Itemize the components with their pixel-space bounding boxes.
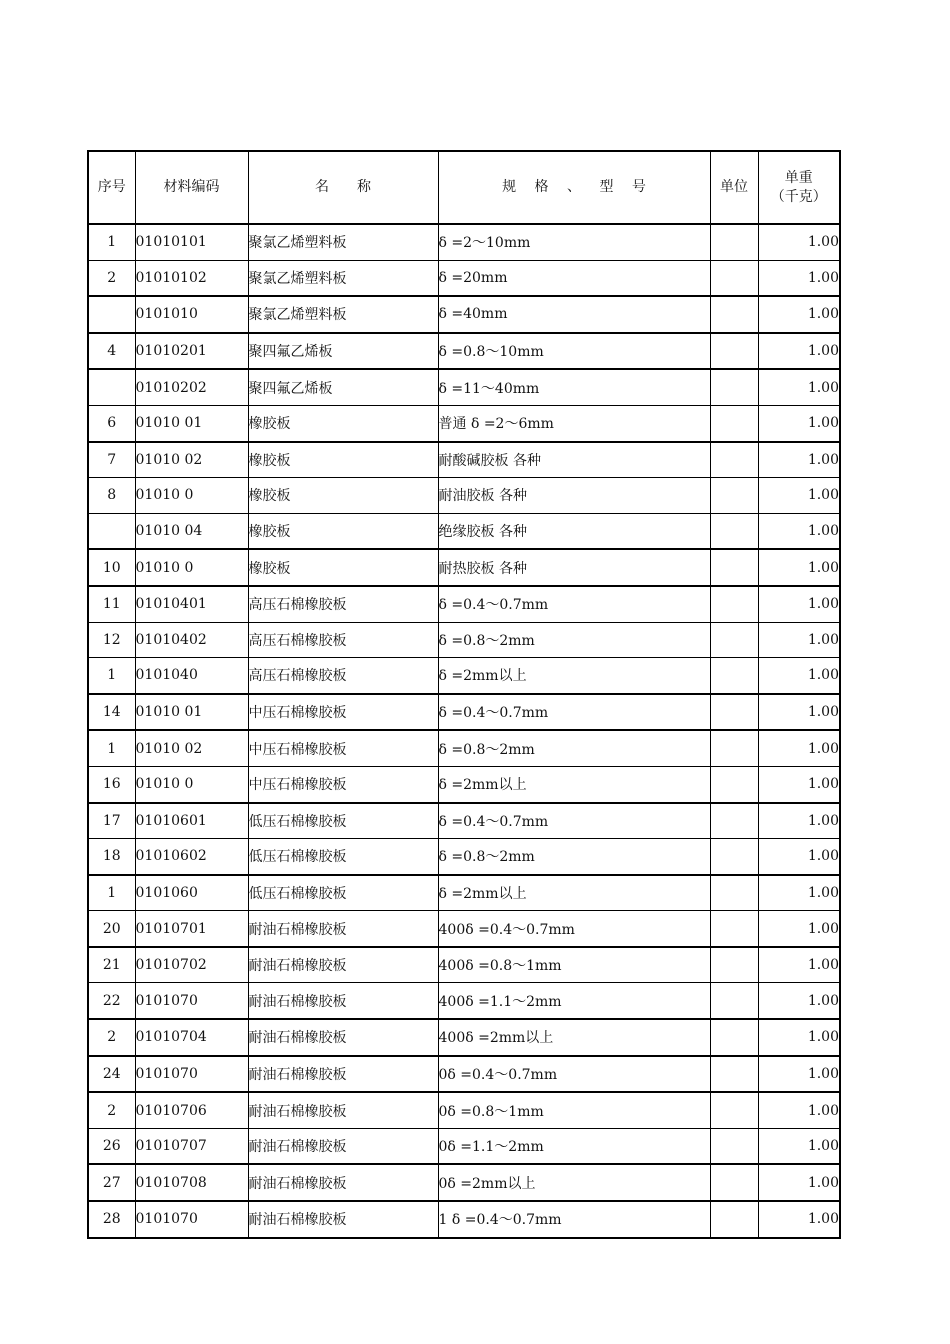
cell-seq: 14 (88, 694, 135, 731)
cell-weight: 1.00 (758, 260, 840, 296)
cell-seq: 16 (88, 766, 135, 802)
cell-spec: 400δ =1.1～2mm (438, 983, 710, 1019)
cell-code: 01010704 (135, 1019, 248, 1056)
cell-weight: 1.00 (758, 730, 840, 766)
cell-weight: 1.00 (758, 586, 840, 622)
cell-unit (710, 622, 758, 658)
table-row (88, 405, 840, 441)
cell-seq: 4 (88, 333, 135, 370)
cell-unit (710, 586, 758, 622)
table-row (88, 1019, 840, 1056)
cell-seq: 22 (88, 983, 135, 1019)
table-row (88, 947, 840, 983)
cell-spec: 400δ =0.4～0.7mm (438, 911, 710, 947)
cell-name: 耐油石棉橡胶板 (248, 1164, 438, 1201)
cell-spec: 绝缘胶板 各种 (438, 513, 710, 549)
cell-unit (710, 875, 758, 911)
cell-code: 01010 0 (135, 549, 248, 586)
cell-spec: δ =0.4～0.7mm (438, 694, 710, 731)
cell-unit (710, 1019, 758, 1056)
cell-code: 01010601 (135, 803, 248, 839)
table-row (88, 586, 840, 622)
table-row (88, 1164, 840, 1201)
cell-unit (710, 333, 758, 370)
cell-spec: δ =0.4～0.7mm (438, 586, 710, 622)
cell-unit (710, 369, 758, 405)
table-row (88, 730, 840, 766)
cell-weight: 1.00 (758, 442, 840, 478)
header-row (88, 151, 840, 224)
cell-unit (710, 730, 758, 766)
table-row (88, 513, 840, 549)
cell-unit (710, 658, 758, 694)
table-row (88, 549, 840, 586)
cell-weight: 1.00 (758, 766, 840, 802)
cell-name: 橡胶板 (248, 549, 438, 586)
cell-name: 中压石棉橡胶板 (248, 766, 438, 802)
cell-seq (88, 513, 135, 549)
cell-spec: δ =0.8～2mm (438, 839, 710, 875)
table-row (88, 875, 840, 911)
cell-seq: 10 (88, 549, 135, 586)
header-weight-line1: 单重 (784, 169, 813, 186)
cell-seq: 12 (88, 622, 135, 658)
table-row (88, 478, 840, 514)
table-row (88, 260, 840, 296)
cell-code: 0101070 (135, 1201, 248, 1238)
cell-name: 高压石棉橡胶板 (248, 658, 438, 694)
table-row (88, 1201, 840, 1238)
cell-name: 高压石棉橡胶板 (248, 622, 438, 658)
cell-seq: 2 (88, 1092, 135, 1128)
cell-spec: δ =2～10mm (438, 224, 710, 260)
cell-code: 01010 0 (135, 478, 248, 514)
table-row (88, 333, 840, 370)
cell-weight: 1.00 (758, 911, 840, 947)
cell-name: 耐油石棉橡胶板 (248, 1128, 438, 1164)
cell-weight: 1.00 (758, 549, 840, 586)
cell-code: 01010 02 (135, 442, 248, 478)
cell-spec: δ =40mm (438, 296, 710, 333)
cell-seq: 1 (88, 658, 135, 694)
table-row (88, 1092, 840, 1128)
cell-spec: 400δ =0.8～1mm (438, 947, 710, 983)
cell-code: 01010201 (135, 333, 248, 370)
table-row (88, 839, 840, 875)
cell-weight: 1.00 (758, 694, 840, 731)
cell-seq: 1 (88, 730, 135, 766)
cell-seq: 11 (88, 586, 135, 622)
cell-code: 01010 01 (135, 405, 248, 441)
cell-spec: δ =2mm以上 (438, 766, 710, 802)
cell-code: 01010 04 (135, 513, 248, 549)
cell-seq: 27 (88, 1164, 135, 1201)
table-row (88, 911, 840, 947)
cell-name: 聚四氟乙烯板 (248, 369, 438, 405)
cell-seq: 1 (88, 224, 135, 260)
cell-weight: 1.00 (758, 839, 840, 875)
cell-weight: 1.00 (758, 296, 840, 333)
cell-unit (710, 983, 758, 1019)
cell-weight: 1.00 (758, 1201, 840, 1238)
header-seq: 序号 (88, 151, 135, 224)
cell-seq: 28 (88, 1201, 135, 1238)
table-row (88, 296, 840, 333)
table-row (88, 1128, 840, 1164)
cell-unit (710, 1201, 758, 1238)
cell-unit (710, 1164, 758, 1201)
cell-seq: 26 (88, 1128, 135, 1164)
cell-name: 橡胶板 (248, 478, 438, 514)
cell-spec: δ =0.8～10mm (438, 333, 710, 370)
materials-table (87, 150, 841, 1239)
table-row (88, 803, 840, 839)
cell-name: 中压石棉橡胶板 (248, 694, 438, 731)
cell-spec: δ =0.8～2mm (438, 622, 710, 658)
cell-name: 耐油石棉橡胶板 (248, 1019, 438, 1056)
table-row (88, 694, 840, 731)
table-row (88, 983, 840, 1019)
cell-spec: δ =20mm (438, 260, 710, 296)
cell-name: 橡胶板 (248, 442, 438, 478)
cell-unit (710, 1092, 758, 1128)
cell-spec: 400δ =2mm以上 (438, 1019, 710, 1056)
cell-seq: 17 (88, 803, 135, 839)
cell-name: 耐油石棉橡胶板 (248, 1201, 438, 1238)
cell-unit (710, 803, 758, 839)
cell-seq: 2 (88, 260, 135, 296)
cell-code: 01010701 (135, 911, 248, 947)
cell-code: 0101040 (135, 658, 248, 694)
cell-name: 橡胶板 (248, 405, 438, 441)
header-unit: 单位 (710, 151, 758, 224)
cell-seq: 7 (88, 442, 135, 478)
cell-unit (710, 766, 758, 802)
cell-code: 0101070 (135, 1056, 248, 1093)
cell-spec: 0δ =1.1～2mm (438, 1128, 710, 1164)
cell-weight: 1.00 (758, 1164, 840, 1201)
cell-code: 01010602 (135, 839, 248, 875)
cell-weight: 1.00 (758, 658, 840, 694)
table-row (88, 1056, 840, 1093)
cell-weight: 1.00 (758, 1128, 840, 1164)
cell-code: 01010708 (135, 1164, 248, 1201)
cell-weight: 1.00 (758, 1019, 840, 1056)
cell-code: 01010 01 (135, 694, 248, 731)
cell-seq: 20 (88, 911, 135, 947)
table-row (88, 766, 840, 802)
cell-weight: 1.00 (758, 622, 840, 658)
table-body (88, 224, 840, 1238)
cell-code: 01010402 (135, 622, 248, 658)
cell-unit (710, 478, 758, 514)
cell-weight: 1.00 (758, 983, 840, 1019)
cell-name: 低压石棉橡胶板 (248, 839, 438, 875)
cell-name: 耐油石棉橡胶板 (248, 1092, 438, 1128)
cell-unit (710, 549, 758, 586)
cell-code: 0101070 (135, 983, 248, 1019)
cell-spec: 0δ =0.4～0.7mm (438, 1056, 710, 1093)
cell-code: 01010702 (135, 947, 248, 983)
cell-name: 低压石棉橡胶板 (248, 803, 438, 839)
cell-name: 聚四氟乙烯板 (248, 333, 438, 370)
header-weight (758, 151, 840, 224)
cell-code: 0101060 (135, 875, 248, 911)
cell-spec: δ =0.4～0.7mm (438, 803, 710, 839)
cell-seq: 2 (88, 1019, 135, 1056)
cell-name: 耐油石棉橡胶板 (248, 947, 438, 983)
cell-name: 耐油石棉橡胶板 (248, 911, 438, 947)
cell-code: 01010 02 (135, 730, 248, 766)
cell-spec: 耐酸碱胶板 各种 (438, 442, 710, 478)
cell-code: 01010202 (135, 369, 248, 405)
header-code: 材料编码 (135, 151, 248, 224)
cell-weight: 1.00 (758, 333, 840, 370)
cell-name: 聚氯乙烯塑料板 (248, 260, 438, 296)
header-name: 名 称 (248, 151, 438, 224)
cell-name: 聚氯乙烯塑料板 (248, 224, 438, 260)
cell-seq: 1 (88, 875, 135, 911)
cell-weight: 1.00 (758, 947, 840, 983)
cell-unit (710, 405, 758, 441)
cell-unit (710, 1128, 758, 1164)
cell-weight: 1.00 (758, 803, 840, 839)
cell-spec: 0δ =2mm以上 (438, 1164, 710, 1201)
table-row (88, 658, 840, 694)
table-row (88, 622, 840, 658)
cell-seq (88, 296, 135, 333)
cell-unit (710, 1056, 758, 1093)
cell-weight: 1.00 (758, 478, 840, 514)
table-row (88, 369, 840, 405)
cell-weight: 1.00 (758, 875, 840, 911)
cell-seq (88, 369, 135, 405)
cell-spec: 普通 δ =2～6mm (438, 405, 710, 441)
cell-weight: 1.00 (758, 224, 840, 260)
cell-unit (710, 513, 758, 549)
cell-spec: 耐油胶板 各种 (438, 478, 710, 514)
cell-seq: 24 (88, 1056, 135, 1093)
cell-seq: 18 (88, 839, 135, 875)
cell-unit (710, 224, 758, 260)
cell-spec: 0δ =0.8～1mm (438, 1092, 710, 1128)
cell-code: 0101010 (135, 296, 248, 333)
cell-spec: 耐热胶板 各种 (438, 549, 710, 586)
cell-spec: 1 δ =0.4～0.7mm (438, 1201, 710, 1238)
table-row (88, 442, 840, 478)
cell-seq: 6 (88, 405, 135, 441)
table-row (88, 224, 840, 260)
cell-code: 01010101 (135, 224, 248, 260)
cell-unit (710, 694, 758, 731)
cell-unit (710, 442, 758, 478)
cell-unit (710, 296, 758, 333)
cell-code: 01010707 (135, 1128, 248, 1164)
cell-seq: 8 (88, 478, 135, 514)
cell-weight: 1.00 (758, 513, 840, 549)
cell-spec: δ =11～40mm (438, 369, 710, 405)
cell-weight: 1.00 (758, 369, 840, 405)
cell-weight: 1.00 (758, 405, 840, 441)
cell-spec: δ =0.8～2mm (438, 730, 710, 766)
cell-code: 01010102 (135, 260, 248, 296)
cell-spec: δ =2mm以上 (438, 875, 710, 911)
cell-code: 01010706 (135, 1092, 248, 1128)
cell-unit (710, 260, 758, 296)
cell-unit (710, 947, 758, 983)
cell-weight: 1.00 (758, 1092, 840, 1128)
cell-code: 01010 0 (135, 766, 248, 802)
cell-name: 橡胶板 (248, 513, 438, 549)
cell-name: 耐油石棉橡胶板 (248, 983, 438, 1019)
header-weight-line2: （千克） (770, 188, 827, 205)
cell-unit (710, 911, 758, 947)
cell-name: 聚氯乙烯塑料板 (248, 296, 438, 333)
cell-seq: 21 (88, 947, 135, 983)
cell-name: 耐油石棉橡胶板 (248, 1056, 438, 1093)
cell-unit (710, 839, 758, 875)
cell-name: 低压石棉橡胶板 (248, 875, 438, 911)
cell-spec: δ =2mm以上 (438, 658, 710, 694)
cell-weight: 1.00 (758, 1056, 840, 1093)
header-spec: 规 格 、 型 号 (438, 151, 710, 224)
cell-code: 01010401 (135, 586, 248, 622)
cell-name: 中压石棉橡胶板 (248, 730, 438, 766)
cell-name: 高压石棉橡胶板 (248, 586, 438, 622)
